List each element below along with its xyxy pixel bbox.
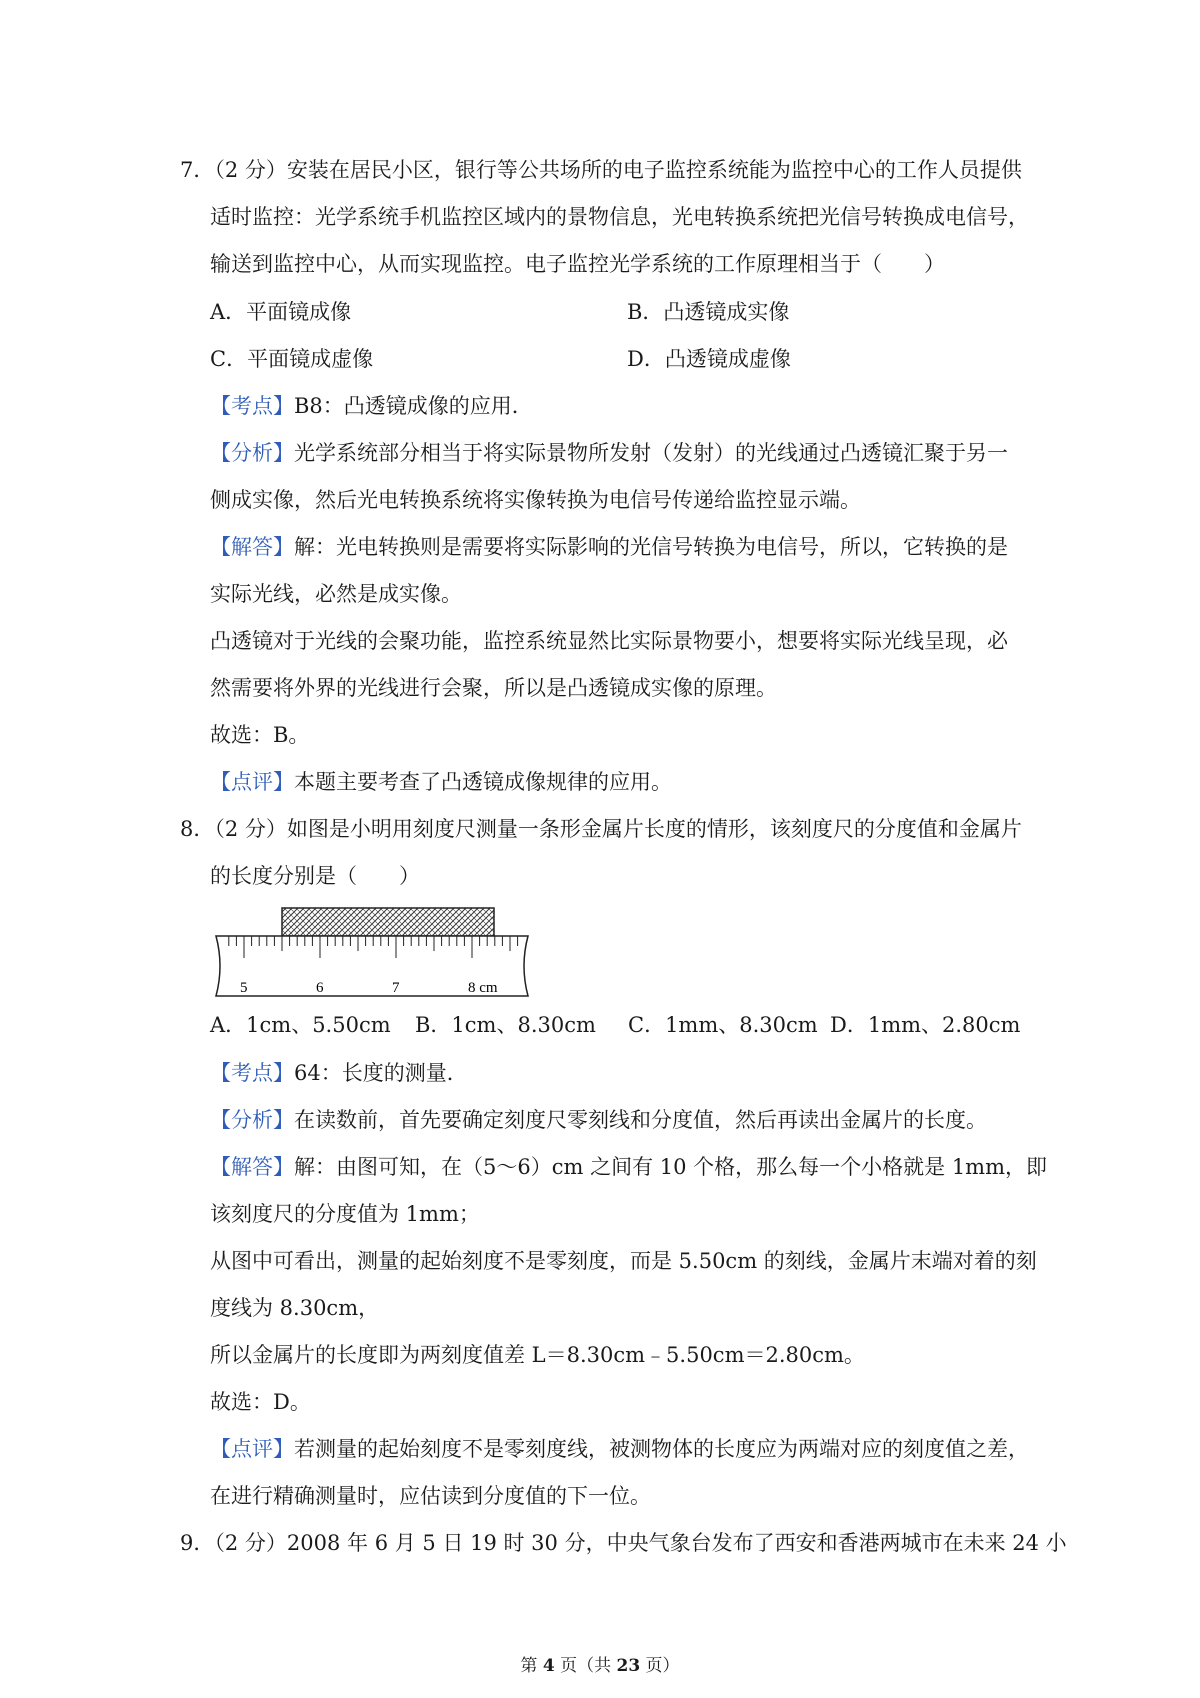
q8-jieda-text-4: 度线为 8.30cm， [210, 1296, 380, 1320]
q7-fenxi-text-1: 光学系统部分相当于将实际景物所发射（发射）的光线通过凸透镜汇聚于另一 [294, 441, 1008, 465]
q7-jieda-text-1: 解：光电转换则是需要将实际影响的光信号转换为电信号，所以，它转换的是 [294, 535, 1008, 559]
q8-stem-line-1: 8．（2 分）如图是小明用刻度尺测量一条形金属片长度的情形，该刻度尺的分度值和金属片 [180, 817, 1022, 841]
page-footer [0, 1654, 1200, 1678]
ruler-figure [210, 900, 550, 1006]
q8-option-d: D．1mm、2.80cm [830, 1013, 1021, 1037]
q7-fenxi-tag: 【分析】 [210, 441, 294, 465]
q9-stem-line-1: 9．（2 分）2008 年 6 月 5 日 19 时 30 分，中央气象台发布了西安和香港两城市在未来 24 小 [180, 1531, 1067, 1555]
q7-stem-line-3: 输送到监控中心，从而实现监控。电子监控光学系统的工作原理相当于（ ） [210, 252, 945, 276]
q7-stem-line-1: 7．（2 分）安装在居民小区，银行等公共场所的电子监控系统能为监控中心的工作人员提供 [180, 158, 1022, 182]
ruler-label-6: 6 [316, 980, 324, 996]
metal-strip [282, 908, 494, 936]
q8-fenxi-text: 在读数前，首先要确定刻度尺零刻线和分度值，然后再读出金属片的长度。 [294, 1108, 987, 1132]
q8-jieda-text-3: 从图中可看出，测量的起始刻度不是零刻度，而是 5.50cm 的刻线，金属片末端对着的刻 [210, 1249, 1037, 1273]
q7-fenxi-text-2: 侧成实像，然后光电转换系统将实像转换为电信号传递给监控显示端。 [210, 488, 861, 512]
q7-option-a: A．平面镜成像 [210, 300, 352, 324]
q8-jieda-text-1: 解：由图可知，在（5～6）cm 之间有 10 个格，那么每一个小格就是 1mm，即 [294, 1155, 1048, 1179]
q8-dianping-text-1: 若测量的起始刻度不是零刻度线，被测物体的长度应为两端对应的刻度值之差， [294, 1437, 1029, 1461]
q7-dianping-tag: 【点评】 [210, 770, 294, 794]
q8-jieda [210, 1152, 1047, 1182]
q7-answer: 故选：B。 [210, 723, 310, 747]
q8-jieda-text-2: 该刻度尺的分度值为 1mm； [210, 1202, 480, 1226]
q7-dianping-text: 本题主要考查了凸透镜成像规律的应用。 [294, 770, 672, 794]
q7-dianping [210, 767, 672, 797]
q8-jieda-tag: 【解答】 [210, 1155, 294, 1179]
q7-jieda-text-3: 凸透镜对于光线的会聚功能，监控系统显然比实际景物要小，想要将实际光线呈现，必 [210, 629, 1008, 653]
footer-suffix: 页） [640, 1656, 680, 1676]
q7-option-d: D．凸透镜成虚像 [627, 347, 791, 371]
q8-fenxi-tag: 【分析】 [210, 1108, 294, 1132]
q7-fenxi [210, 438, 1008, 468]
footer-total-pages: 23 [616, 1656, 641, 1676]
q8-answer: 故选：D。 [210, 1390, 311, 1414]
footer-page-number: 4 [542, 1656, 555, 1676]
q7-jieda [210, 532, 1008, 562]
q7-kaodian-text: B8：凸透镜成像的应用． [294, 394, 533, 418]
q7-option-c: C．平面镜成虚像 [210, 347, 374, 371]
footer-middle: 页（共 [554, 1656, 617, 1676]
q7-kaodian [210, 391, 533, 421]
footer-prefix: 第 [520, 1656, 543, 1676]
q8-dianping-text-2: 在进行精确测量时，应估读到分度值的下一位。 [210, 1484, 651, 1508]
q8-option-c: C．1mm、8.30cm [628, 1013, 818, 1037]
q7-option-b: B．凸透镜成实像 [627, 300, 790, 324]
ruler-label-5: 5 [240, 980, 248, 996]
q8-stem-line-2: 的长度分别是（ ） [210, 864, 420, 888]
q8-dianping-tag: 【点评】 [210, 1437, 294, 1461]
q8-dianping [210, 1434, 1029, 1464]
q8-option-b: B．1cm、8.30cm [415, 1013, 596, 1037]
q7-stem-line-2: 适时监控：光学系统手机监控区域内的景物信息，光电转换系统把光信号转换成电信号， [210, 205, 1029, 229]
ruler-label-7: 7 [392, 980, 400, 996]
ruler-label-8cm: 8 cm [468, 980, 498, 996]
q7-jieda-tag: 【解答】 [210, 535, 294, 559]
q7-kaodian-tag: 【考点】 [210, 394, 294, 418]
q7-jieda-text-2: 实际光线，必然是成实像。 [210, 582, 462, 606]
q8-fenxi [210, 1105, 987, 1135]
q8-jieda-text-5: 所以金属片的长度即为两刻度值差 L＝8.30cm﹣5.50cm＝2.80cm。 [210, 1343, 865, 1367]
q7-jieda-text-4: 然需要将外界的光线进行会聚，所以是凸透镜成实像的原理。 [210, 676, 777, 700]
q8-kaodian-tag: 【考点】 [210, 1061, 294, 1085]
q8-kaodian-text: 64：长度的测量． [294, 1061, 468, 1085]
ruler-svg [210, 900, 550, 1002]
q8-kaodian [210, 1058, 468, 1088]
q8-option-a: A．1cm、5.50cm [210, 1013, 391, 1037]
